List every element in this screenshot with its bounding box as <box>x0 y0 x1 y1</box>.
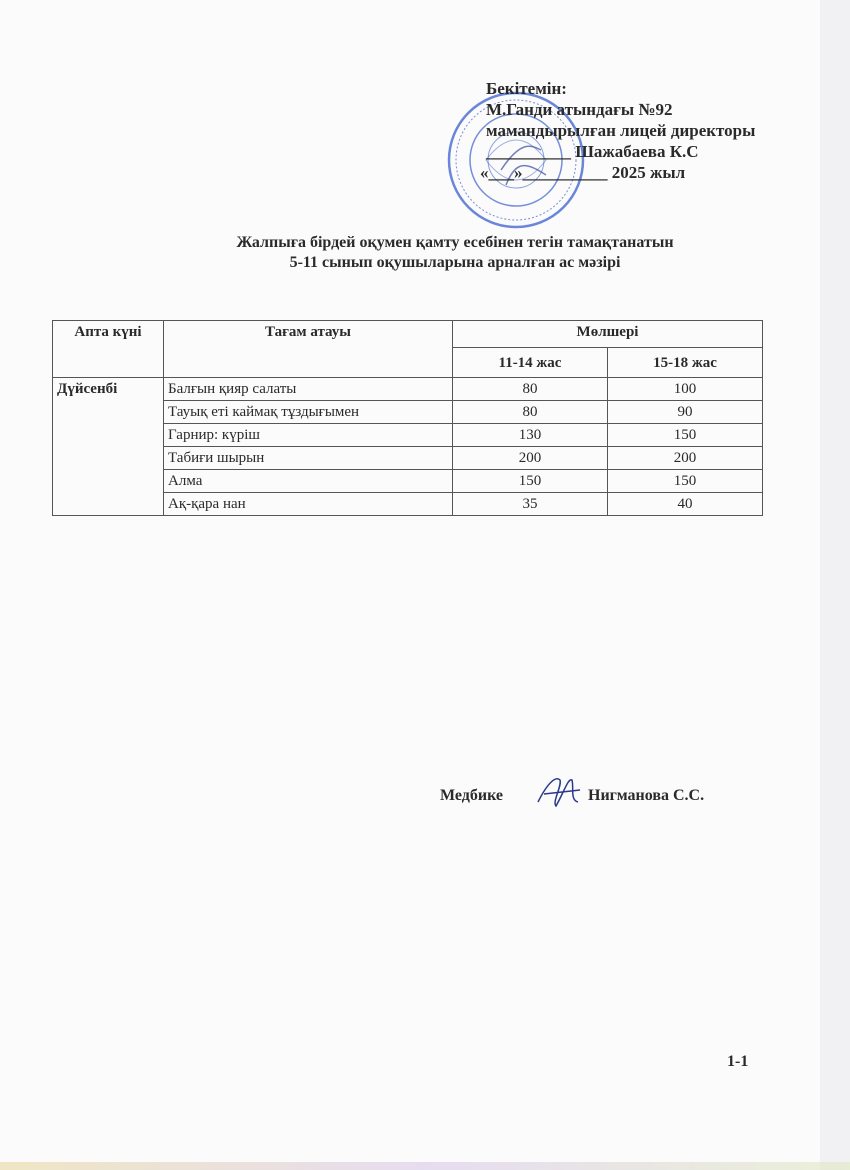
signature-icon <box>534 772 584 812</box>
approval-school: М.Ганди атындағы №92 <box>486 100 673 119</box>
header-amount: Мөлшері <box>453 321 763 348</box>
amount-11-14: 130 <box>453 424 608 447</box>
amount-15-18: 150 <box>608 424 763 447</box>
approval-position: мамандырылған лицей директоры <box>486 121 756 140</box>
amount-15-18: 200 <box>608 447 763 470</box>
amount-11-14: 200 <box>453 447 608 470</box>
day-cell: Дүйсенбі <box>53 378 164 516</box>
dish-cell: Тауық еті каймақ тұздығымен <box>164 401 453 424</box>
title-line-1: Жалпыға бірдей оқумен қамту есебінен тегін тамақтанатын <box>236 234 674 251</box>
amount-15-18: 150 <box>608 470 763 493</box>
nurse-name: Нигманова С.С. <box>588 787 705 804</box>
dish-cell: Балғын қияр салаты <box>164 378 453 401</box>
header-age-11-14: 11-14 жас <box>453 348 608 378</box>
amount-15-18: 100 <box>608 378 763 401</box>
document-title <box>0 233 850 273</box>
nurse-role: Медбике <box>440 787 504 804</box>
amount-11-14: 80 <box>453 401 608 424</box>
approval-date: «___»__________ 2025 жыл <box>480 163 686 182</box>
header-day: Апта күні <box>53 321 164 378</box>
table-row <box>53 378 763 401</box>
dish-cell: Гарнир: күріш <box>164 424 453 447</box>
dish-cell: Ақ-қара нан <box>164 493 453 516</box>
header-dish: Тағам атауы <box>164 321 453 378</box>
header-age-15-18: 15-18 жас <box>608 348 763 378</box>
amount-11-14: 150 <box>453 470 608 493</box>
amount-15-18: 40 <box>608 493 763 516</box>
approval-block <box>480 78 756 183</box>
scan-bottom-edge <box>0 1162 850 1170</box>
amount-11-14: 80 <box>453 378 608 401</box>
dish-cell: Табиғи шырын <box>164 447 453 470</box>
amount-11-14: 35 <box>453 493 608 516</box>
amount-15-18: 90 <box>608 401 763 424</box>
scan-edge <box>820 0 850 1170</box>
menu-table <box>52 320 763 516</box>
page-number: 1-1 <box>727 1053 749 1070</box>
dish-cell: Алма <box>164 470 453 493</box>
approval-director: __________ Шажабаева К.С <box>486 142 699 161</box>
title-line-2: 5-11 сынып оқушыларына арналған ас мәзірі <box>289 254 621 271</box>
approval-heading: Бекітемін: <box>486 79 567 98</box>
